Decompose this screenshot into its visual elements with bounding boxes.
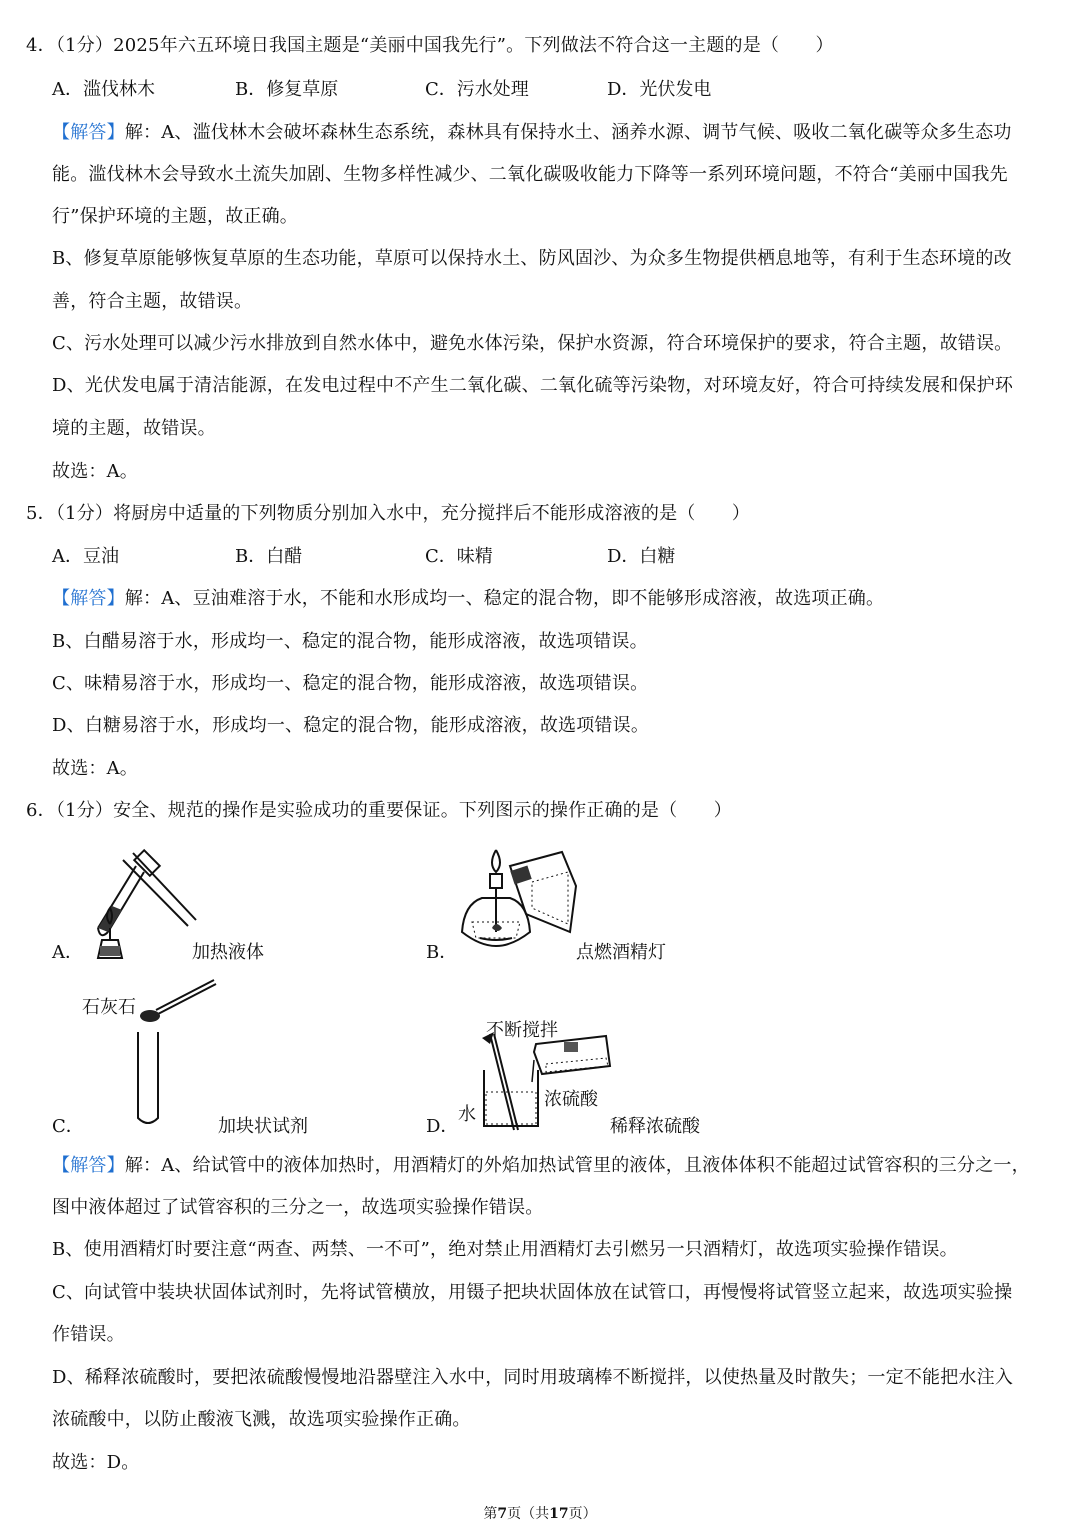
answer-tag: 【解答】	[52, 588, 125, 609]
total-pages: 17	[549, 1506, 569, 1522]
q4-answer: 故选：A。	[52, 461, 138, 482]
q4-explanation-line: D、光伏发电属于清洁能源，在发电过程中不产生二氧化碳、二氧化硫等污染物，对环境友好，符合可持续发展和保护环	[52, 375, 1014, 396]
q5-option-c: C．味精	[425, 546, 493, 567]
current-page: 7	[497, 1506, 508, 1522]
q4-stem: 4．（1分）2025年六五环境日我国主题是“美丽中国我先行”。下列做法不符合这一主题的是（ ）	[26, 35, 834, 56]
q5-option-a: A．豆油	[52, 546, 119, 567]
q6-explanation-line: C、向试管中装块状固体试剂时，先将试管横放，用镊子把块状固体放在试管口，再慢慢将试管竖立起来，故选项实验操	[52, 1282, 1013, 1303]
q6-stem: 6．（1分）安全、规范的操作是实验成功的重要保证。下列图示的操作正确的是（ ）	[26, 800, 732, 821]
dilute-acid-illustration	[476, 1030, 616, 1134]
q6-explanation-line: 【解答】解：A、给试管中的液体加热时，用酒精灯的外焰加热试管里的液体，且液体体积不能超过试管容积的三分之一，	[52, 1155, 1030, 1176]
figure-d-stir-label: 不断搅拌	[486, 1020, 558, 1041]
figure-b-letter: B．	[426, 942, 458, 963]
page-footer: 第7页（共17页）	[483, 1506, 597, 1522]
q6-explanation-line: B、使用酒精灯时要注意“两查、两禁、一不可”，绝对禁止用酒精灯去引燃另一只酒精灯，故选项实验操作错误。	[52, 1239, 958, 1260]
q4-explanation-line: B、修复草原能够恢复草原的生态功能，草原可以保持水土、防风固沙、为众多生物提供栖息地等，有利于生态环境的改	[52, 248, 1012, 269]
q5-explanation-line: C、味精易溶于水，形成均一、稳定的混合物，能形成溶液，故选项错误。	[52, 673, 649, 694]
q4-option-c: C．污水处理	[425, 79, 529, 100]
q6-answer: 故选：D。	[52, 1452, 140, 1473]
answer-tag: 【解答】	[52, 122, 125, 143]
heating-liquid-illustration	[78, 848, 198, 966]
figure-d-acid-label: 浓硫酸	[544, 1089, 598, 1110]
q4-explanation-line: 【解答】解：A、滥伐林木会破坏森林生态系统，森林具有保持水土、涵养水源、调节气候、吸收二氧化碳等众多生态功	[52, 122, 1012, 143]
figure-d-water-label: 水	[458, 1104, 476, 1125]
q4-option-d: D．光伏发电	[607, 79, 712, 100]
figure-c-caption: 加块状试剂	[218, 1116, 308, 1137]
q5-answer: 故选：A。	[52, 758, 138, 779]
q4-explanation-line: 能。滥伐林木会导致水土流失加剧、生物多样性减少、二氧化碳吸收能力下降等一系列环境问题，不符合“美丽中国我先	[52, 164, 1008, 185]
figure-d-caption: 稀释浓硫酸	[610, 1116, 700, 1137]
figure-a-letter: A．	[52, 942, 83, 963]
q6-explanation-line: 浓硫酸中，以防止酸液飞溅，故选项实验操作正确。	[52, 1409, 471, 1430]
q5-explanation-line: B、白醋易溶于水，形成均一、稳定的混合物，能形成溶液，故选项错误。	[52, 631, 648, 652]
figure-c-letter: C．	[52, 1116, 84, 1137]
q5-option-b: B．白醋	[235, 546, 303, 567]
q5-explanation-line: 【解答】解：A、豆油难溶于水，不能和水形成均一、稳定的混合物，即不能够形成溶液，故选项正确。	[52, 588, 885, 609]
answer-tag: 【解答】	[52, 1155, 125, 1176]
q4-option-a: A．滥伐林木	[52, 79, 155, 100]
q4-explanation-line: 善，符合主题，故错误。	[52, 291, 253, 312]
figure-a-caption: 加热液体	[192, 942, 264, 963]
q4-options	[52, 78, 952, 102]
q4-explanation-line: 行”保护环境的主题，故正确。	[52, 206, 299, 227]
figure-b-caption: 点燃酒精灯	[576, 942, 666, 963]
q6-explanation-line: D、稀释浓硫酸时，要把浓硫酸慢慢地沿器壁注入水中，同时用玻璃棒不断搅拌，以使热量及时散失；一定不能把水注入	[52, 1367, 1014, 1388]
q5-options	[52, 545, 952, 569]
q6-explanation-line: 作错误。	[52, 1324, 125, 1345]
figure-d-letter: D．	[426, 1116, 459, 1137]
q6-explanation-line: 图中液体超过了试管容积的三分之一，故选项实验操作错误。	[52, 1197, 544, 1218]
q5-option-d: D．白糖	[607, 546, 676, 567]
q4-explanation-line: C、污水处理可以减少污水排放到自然水体中，避免水体污染，保护水资源，符合环境保护的要求，符合主题，故错误。	[52, 333, 1013, 354]
figure-c-label: 石灰石	[82, 997, 136, 1018]
q5-stem: 5．（1分）将厨房中适量的下列物质分别加入水中，充分搅拌后不能形成溶液的是（ ）	[26, 503, 751, 524]
q4-option-b: B．修复草原	[235, 79, 339, 100]
alcohol-lamp-illustration	[452, 842, 582, 964]
q5-explanation-line: D、白糖易溶于水，形成均一、稳定的混合物，能形成溶液，故选项错误。	[52, 715, 650, 736]
q4-explanation-line: 境的主题，故错误。	[52, 418, 216, 439]
test-tube-solid-illustration	[120, 976, 230, 1128]
